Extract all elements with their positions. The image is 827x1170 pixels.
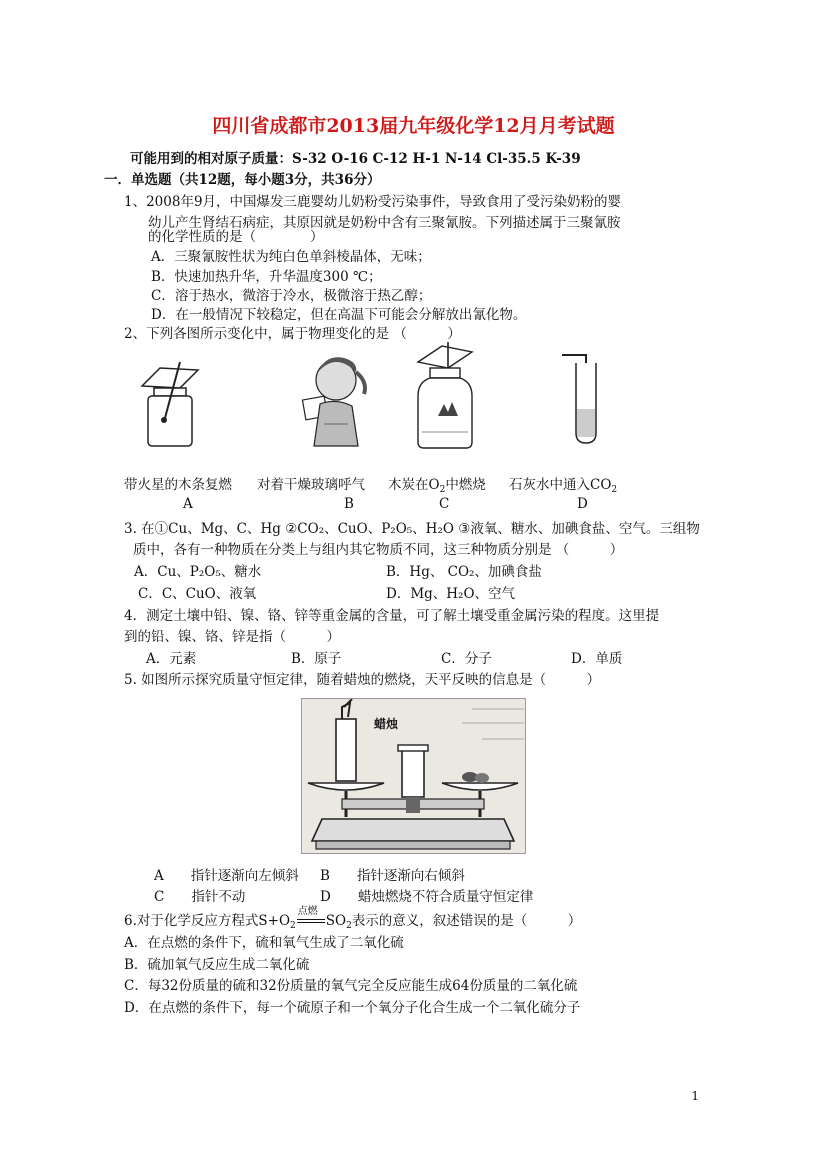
q5-option-a: A 指针逐渐向左倾斜 — [154, 868, 299, 884]
section-heading: 一．单选题（共12题，每小题3分，共36分） — [104, 172, 381, 188]
q6-option-d: D．在点燃的条件下，每一个硫原子和一个氧分子化合生成一个二氧化硫分子 — [124, 1000, 581, 1016]
charcoal-oxygen-figure — [412, 342, 478, 452]
q3-line2: 质中，各有一种物质在分类上与组内其它物质不同，这三种物质分别是 （ ） — [133, 542, 624, 558]
page-title: 四川省成都市2013届九年级化学12月月考试题 — [212, 115, 615, 137]
q1-option-a: A．三聚氰胺性状为纯白色单斜棱晶体，无味； — [151, 249, 431, 265]
test-tube-figure — [558, 349, 608, 445]
reaction-condition: 点燃 — [296, 913, 326, 927]
q4-line1: 4．测定土壤中铅、镍、铬、锌等重金属的含量，可了解土壤受重金属污染的程度。这里提 — [124, 608, 660, 624]
q2-label-c: C — [439, 496, 450, 512]
q4-option-d: D．单质 — [571, 651, 623, 667]
girl-breathing-figure — [298, 354, 376, 454]
q2-label-a: A — [183, 496, 193, 512]
q6-option-c: C．每32份质量的硫和32份质量的氧气完全反应能生成64份质量的二氧化硫 — [124, 978, 578, 994]
q3-option-d: D．Mg、H₂O、空气 — [386, 586, 516, 602]
q2-caption-c: 木炭在$O_2$中燃烧 — [388, 477, 486, 495]
q2-caption-a: 带火星的木条复燃 — [124, 477, 232, 493]
q1-option-b: B．快速加热升华，升华温度300 ℃； — [151, 269, 382, 285]
q1-line1: 1、2008年9月，中国爆发三鹿婴幼儿奶粉受污染事件，导致食用了受污染奶粉的婴 — [124, 194, 622, 210]
page-number: 1 — [691, 1089, 699, 1103]
q5-option-b: B 指针逐渐向右倾斜 — [320, 868, 465, 884]
q3-line1: 3. 在①Cu、Mg、C、Hg ②CO₂、CuO、P₂O₅、H₂O ③液氧、糖水、加碘食盐、空气。三组物 — [124, 521, 700, 537]
atomic-masses: 可能用到的相对原子质量：S-32 O-16 C-12 H-1 N-14 Cl-35.5 K-39 — [130, 151, 581, 167]
q6-option-b: B．硫加氧气反应生成二氧化硫 — [124, 957, 310, 973]
q4-option-b: B．原子 — [291, 651, 342, 667]
q3-option-b: B．Hg、 CO₂、加碘食盐 — [386, 564, 542, 580]
q1-line2: 幼儿产生肾结石病症，其原因就是奶粉中含有三聚氰胺。下列描述属于三聚氰胺 — [148, 215, 621, 231]
q3-option-a: A．Cu、P₂O₅、糖水 — [134, 564, 262, 580]
q4-line2: 到的铅、镍、铬、锌是指（ ） — [124, 629, 340, 645]
q5-option-d: D 蜡烛燃烧不符合质量守恒定律 — [320, 889, 534, 905]
q6-option-a: A．在点燃的条件下，硫和氧气生成了二氧化硫 — [124, 935, 404, 951]
q1-line3: 的化学性质的是（ ） — [148, 229, 324, 245]
splint-bottle-figure — [140, 358, 200, 450]
q4-option-c: C．分子 — [441, 651, 492, 667]
q2-caption-b: 对着干燥玻璃呼气 — [257, 477, 365, 493]
q2-stem: 2、下列各图所示变化中，属于物理变化的是 （ ） — [124, 326, 461, 342]
q6-stem: 6.对于化学反应方程式$S+O_2$ 点燃 $SO_2$表示的意义，叙述错误的是（ ） — [124, 906, 582, 931]
q1-option-d: D．在一般情况下较稳定，但在高温下可能会分解放出氰化物。 — [151, 307, 527, 323]
q3-option-c: C．C、CuO、液氧 — [138, 586, 257, 602]
q1-option-c: C．溶于热水，微溶于冷水，极微溶于热乙醇； — [151, 288, 432, 304]
q2-label-d: D — [577, 496, 588, 512]
candle-label: 蜡烛 — [374, 717, 399, 731]
q5-option-c: C 指针不动 — [154, 889, 246, 905]
q5-stem: 5. 如图所示探究质量守恒定律，随着蜡烛的燃烧，天平反映的信息是（ ） — [124, 672, 601, 688]
q2-label-b: B — [344, 496, 354, 512]
q4-option-a: A．元素 — [146, 651, 197, 667]
q2-caption-d: 石灰水中通入$CO_2$ — [509, 477, 618, 495]
balance-figure — [301, 698, 526, 854]
